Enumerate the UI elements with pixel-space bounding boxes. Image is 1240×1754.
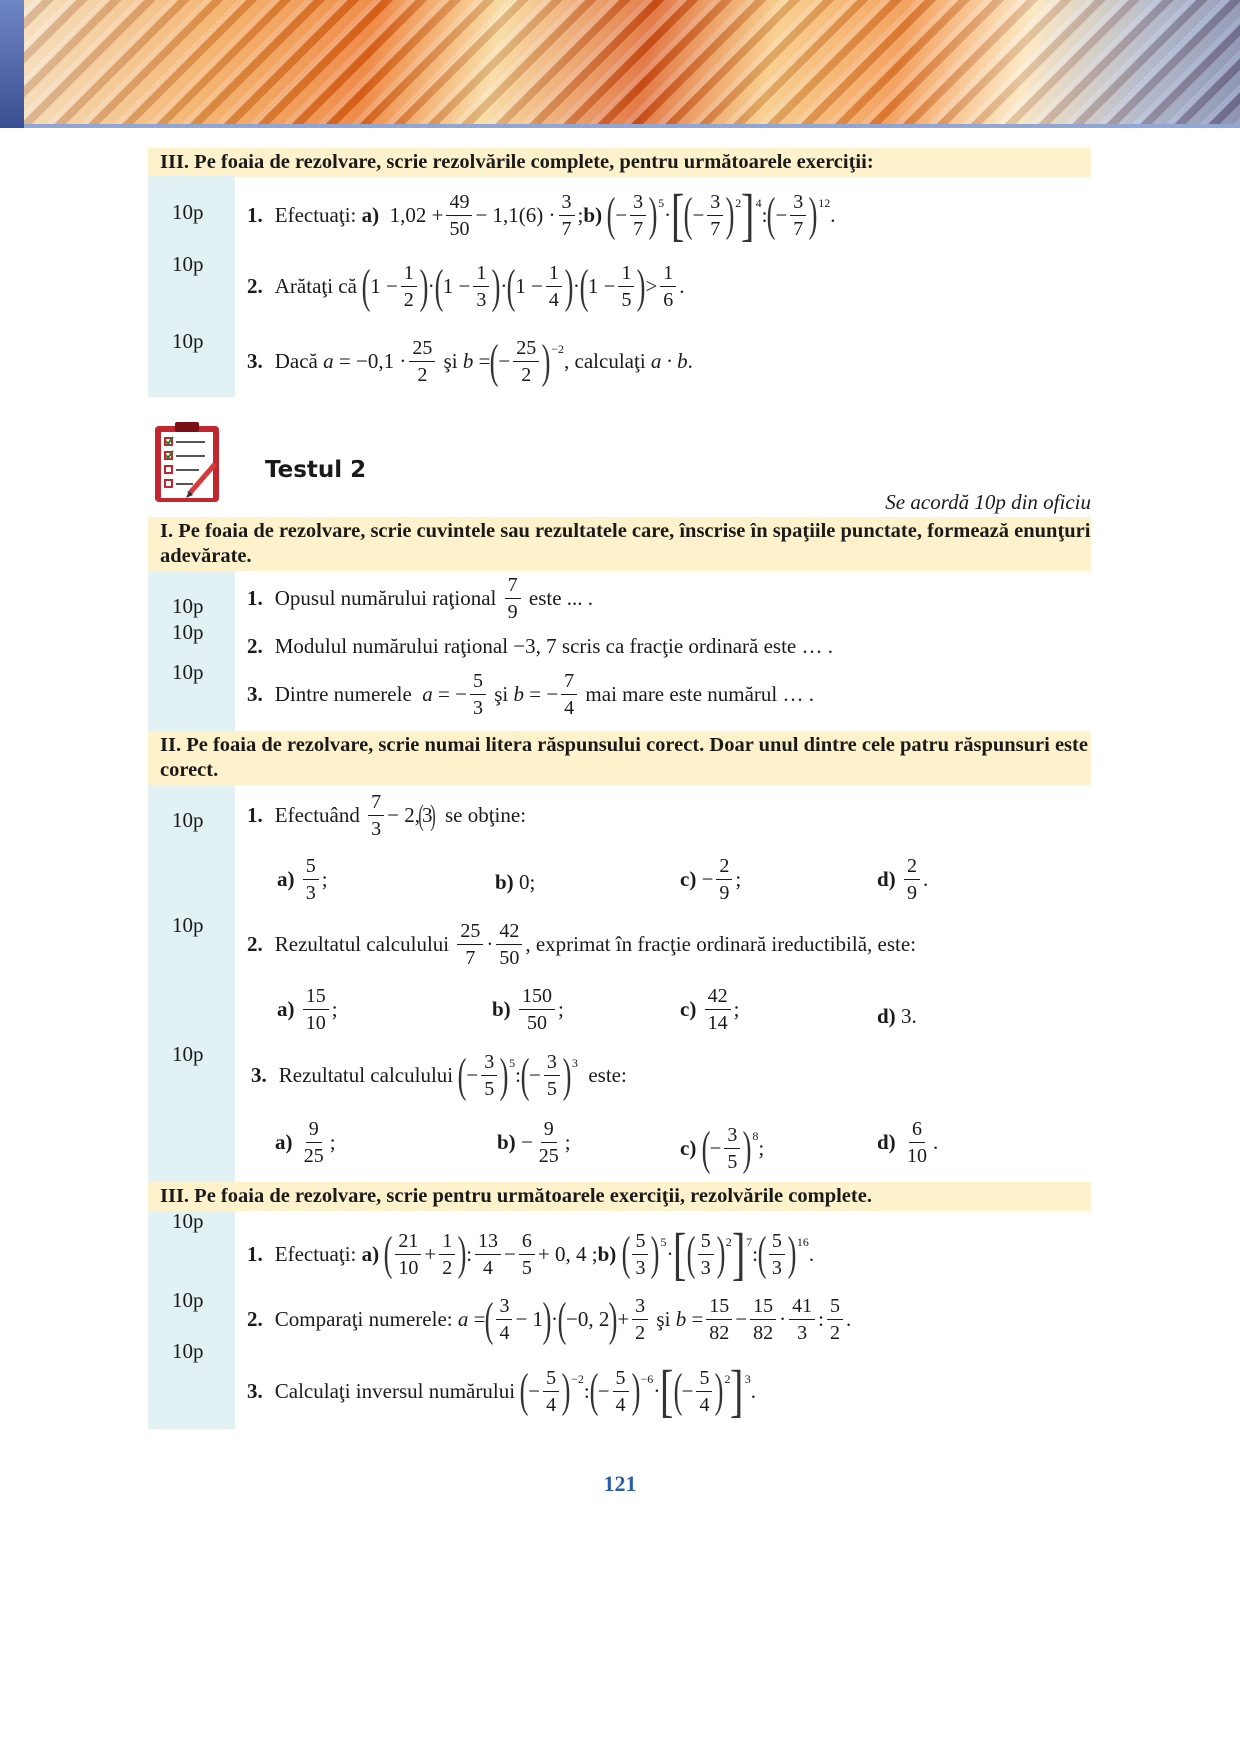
section-heading-iii-top: III. Pe foaia de rezolvare, scrie rezolvările complete, pentru următoarele exerciţii: [148,148,1091,177]
points-label: 10p [172,660,204,684]
page-number: 121 [603,1471,637,1496]
points-label: 10p [172,252,204,276]
exercise-1: 1. Efectuând $\frac{7}{3}$ − 2, ( 3 ) se obţine: [247,791,527,840]
points-label: 10p [172,1339,204,1363]
exercise-3: 3. Dintre numerele a = − $\frac{5}{3}$ şi b = − $\frac{7}{4}$ mai mare este numărul … . [247,670,815,719]
points-label: 10p [172,594,204,618]
exercise-2: 2. Rezultatul calculului $\frac{25}{7}$ · $\frac{42}{50}$ , exprimat în fracţie ordinară ireductibilă, este: [247,920,917,969]
answer-option-b: b) $\frac{150}{50}$ ; [492,985,564,1034]
section-heading-ii: II. Pe foaia de rezolvare, scrie numai litera răspunsului corect. Doar unul dintre cele patru răspunsuri este corect. [148,731,1091,785]
exercise-2: 2. Arătaţi că ( 1 − $\frac{1}{2}$ ) · ( 1 − $\frac{1}{3}$ ) · ( 1 − $\frac{1}{4}$ ) · ( 1 − $\frac{1}{5}$ ) > $\frac{1}{6}$ . [247,259,685,313]
exercise-1: 1. Efectuaţi: a) ( $\frac{21}{10}$ + $\frac{1}{2}$ ) : $\frac{13}{4}$ − $\frac{6}{5}$ + 0, 4 ; b) ( $\frac{5}{3}$ ) $^5$ · [ ( $\frac{5}{3}$ ) $^2$ ] $^7$ : ( $\frac{5}{3}$ ) $^{16}$ . [247,1221,815,1286]
points-column [148,1211,235,1429]
section-heading-iii-bottom: III. Pe foaia de rezolvare, scrie pentru următoarele exerciţii, rezolvările complete. [148,1182,1091,1211]
answer-option-a: a) $\frac{15}{10}$ ; [277,985,338,1034]
answer-option-d: d) 3. [877,1004,917,1028]
exercise-1: 1. Opusul numărului raţional $\frac{7}{9}$ este ... . [247,574,594,623]
test-title: Testul 2 [265,457,367,483]
points-label: 10p [172,1288,204,1312]
exercise-2: 2. Comparaţi numerele: a = ( $\frac{3}{4}$ − 1 ) · ( −0, 2 ) + $\frac{3}{2}$ şi b = $\frac{15}{82}$ − $\frac{15}{82}$ · $\frac{41}{3}$ : $\frac{5}{2}$ . [247,1292,852,1346]
points-label: 10p [172,1209,204,1233]
answer-option-a: a) $\frac{5}{3}$ ; [277,855,328,904]
answer-option-b: b) 0; [495,870,536,894]
exercise-3: 3. Calculaţi inversul numărului ( − $\frac{5}{4}$ ) $^{-2}$ : ( − $\frac{5}{4}$ ) $^{-6}$ · [ ( − $\frac{5}{4}$ ) $^2$ ] $^3$ . [247,1358,757,1423]
points-label: 10p [172,200,204,224]
points-label: 10p [172,620,204,644]
answer-option-c: c) − $\frac{2}{9}$ ; [680,855,742,904]
answer-option-d: d) $\frac{2}{9}$ . [877,855,929,904]
bonus-points-note: Se acordă 10p din oficiu [885,490,1091,514]
answer-option-c: c) $\frac{42}{14}$ ; [680,985,740,1034]
exercise-3: 3. Rezultatul calculului ( − $\frac{3}{5}$ ) $^5$ : ( − $\frac{3}{5}$ ) $^3$ este: [251,1048,627,1102]
section-heading-i: I. Pe foaia de rezolvare, scrie cuvintele sau rezultatele care, înscrise în spaţiile punctate, formează enunţuri adevărate. [148,517,1091,571]
exercise-1: 1. Efectuaţi: a) 1,02 + $\frac{49}{50}$ − 1,1(6) · $\frac{3}{7}$ ; b) ( − $\frac{3}{7}$ ) $^5$ · [ ( − $\frac{3}{7}$ ) $^2$ ] $^4$ : ( − $\frac{3}{7}$ ) $^{12}$ . [247,182,836,247]
exercise-3: 3. Dacă a = −0,1 · $\frac{25}{2}$ şi b = ( − $\frac{25}{2}$ ) $^{-2}$ , calculaţi a · b . [247,334,693,388]
answer-option-d: d) $\frac{6}{10}$ . [877,1118,939,1167]
points-label: 10p [172,1042,204,1066]
exercise-2: 2. Modulul numărului raţional −3, 7 scris ca fracţie ordinară este … . [247,634,834,658]
header-banner-image [0,0,1240,128]
checklist-clipboard-icon [153,420,223,504]
points-label: 10p [172,329,204,353]
answer-option-c: c) ( − $\frac{3}{5}$ ) $^8$ ; [680,1121,765,1175]
points-label: 10p [172,913,204,937]
points-column [148,785,235,1182]
points-label: 10p [172,808,204,832]
answer-option-a: a) $\frac{9}{25}$ ; [275,1118,336,1167]
answer-option-b: b) − $\frac{9}{25}$ ; [497,1118,571,1167]
